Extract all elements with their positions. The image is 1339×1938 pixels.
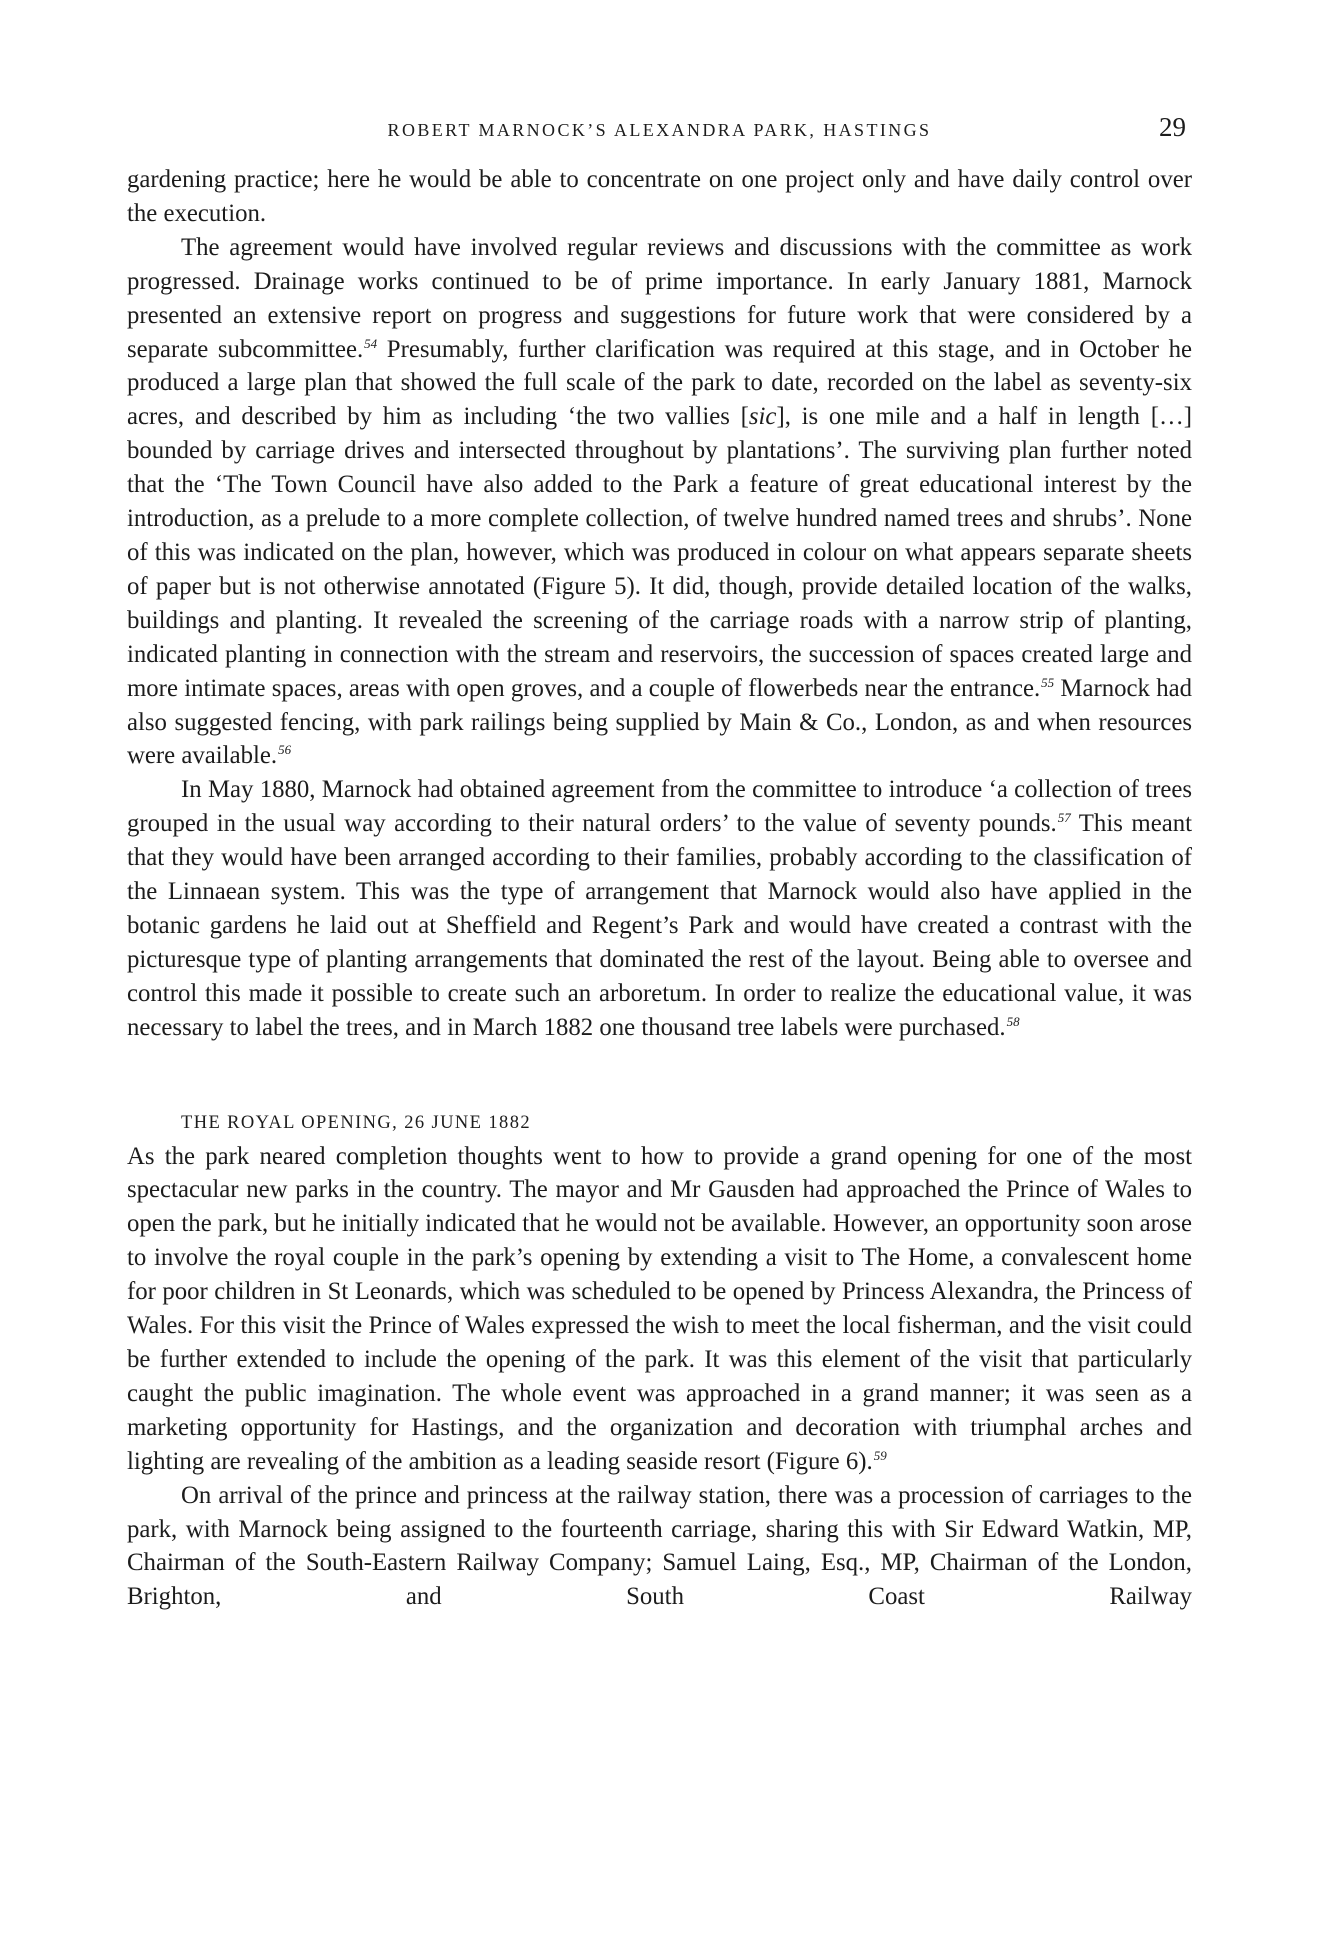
- footnote-ref-59: 59: [873, 1447, 887, 1463]
- paragraph-1: [127, 163, 1192, 231]
- paragraph-3-text-b: This meant that they would have been arranged according to their families, probably according to the classification of the Linnaean system. This was the type of arrangement that Marnock would also have applied in the botanic gardens he laid out at Sheffield and Regent’s Park and would have created a contrast with the picturesque type of planting arrangements that dominated the rest of the layout. Being able to oversee and control this made it possible to create such an arboretum. In order to realize the educational value, it was necessary to label the trees, and in March 1882 one thousand tree labels were purchased.: [127, 810, 1192, 1041]
- footnote-ref-54: 54: [364, 335, 378, 351]
- footnote-ref-57: 57: [1057, 810, 1071, 826]
- footnote-ref-55: 55: [1041, 674, 1055, 690]
- paragraph-4: [127, 1140, 1192, 1479]
- footnote-ref-56: 56: [278, 742, 292, 758]
- paragraph-2-text-b: Presumably, further clarification was required at this stage, and in October he produced a large plan that showed the full scale of the park to date, recorded on the label as seventy-six acres, and described by him as including ‘the two vallies [: [127, 335, 1192, 431]
- paragraph-5-text: On arrival of the prince and princess at the railway station, there was a procession of carriages to the park, with Marnock being assigned to the fourteenth carriage, sharing this with Sir Edward Watkin, MP, Chairman of the South-Eastern Railway Company; Samuel Laing, Esq., MP, Chairman of the London, Brighton, and South Coast Railway: [127, 1481, 1192, 1611]
- body-text: [127, 163, 1192, 1614]
- paragraph-5: [127, 1479, 1192, 1615]
- paragraph-3-text-a: In May 1880, Marnock had obtained agreement from the committee to introduce ‘a collection of trees grouped in the usual way according to their natural orders’ to the value of seventy pounds.: [127, 776, 1192, 838]
- paragraph-3: [127, 773, 1192, 1044]
- paragraph-2-text-a: The agreement would have involved regular reviews and discussions with the committee as work progressed. Drainage works continued to be of prime importance. In early January 1881, Marnock presented an extensive report on progress and suggestions for future work that were considered by a separate subcommittee.: [127, 233, 1192, 363]
- paragraph-4-text: As the park neared completion thoughts went to how to provide a grand opening for one of the most spectacular new parks in the country. The mayor and Mr Gausden had approached the Prince of Wales to open the park, but he initially indicated that he would not be available. However, an opportunity soon arose to involve the royal couple in the park’s opening by extending a visit to The Home, a convalescent home for poor children in St Leonards, which was scheduled to be opened by Princess Alexandra, the Princess of Wales. For this visit the Prince of Wales expressed the wish to meet the local fisherman, and the visit could be further extended to include the opening of the park. It was this element of the visit that particularly caught the public imagination. The whole event was approached in a grand manner; it was seen as a marketing opportunity for Hastings, and the organization and decoration with triumphal arches and lighting are revealing of the ambition as a leading seaside resort (Figure 6).: [127, 1142, 1192, 1475]
- paragraph-2-text-c: ], is one mile and a half in length […] bounded by carriage drives and intersected throughout by plantations’. The surviving plan further noted that the ‘The Town Council have also added to the Park a feature of great educational interest by the introduction, as a prelude to a more complete collection, of twelve hundred named trees and shrubs’. None of this was indicated on the plan, however, which was produced in colour on what appears separate sheets of paper but is not otherwise annotated (Figure 5). It did, though, provide detailed location of the walks, buildings and planting. It revealed the screening of the carriage roads with a narrow strip of planting, indicated planting in connection with the stream and reservoirs, the succession of spaces created large and more intimate spaces, areas with open groves, and a couple of flowerbeds near the entrance.: [127, 403, 1193, 702]
- section-heading: THE ROYAL OPENING, 26 JUNE 1882: [181, 1112, 532, 1133]
- sic-annotation: sic: [748, 403, 777, 431]
- footnote-ref-58: 58: [1006, 1013, 1020, 1029]
- running-header: [127, 112, 1192, 148]
- paragraph-2: [127, 231, 1192, 774]
- running-title: ROBERT MARNOCK’S ALEXANDRA PARK, HASTINGS: [387, 120, 932, 140]
- page-number: 29: [1159, 112, 1186, 142]
- paragraph-2-text-d: Marnock had also suggested fencing, with park railings being supplied by Main & Co., London, as and when resources were available.: [127, 674, 1192, 770]
- paragraph-1-text: gardening practice; here he would be able to concentrate on one project only and have daily control over the execution.: [127, 166, 1192, 227]
